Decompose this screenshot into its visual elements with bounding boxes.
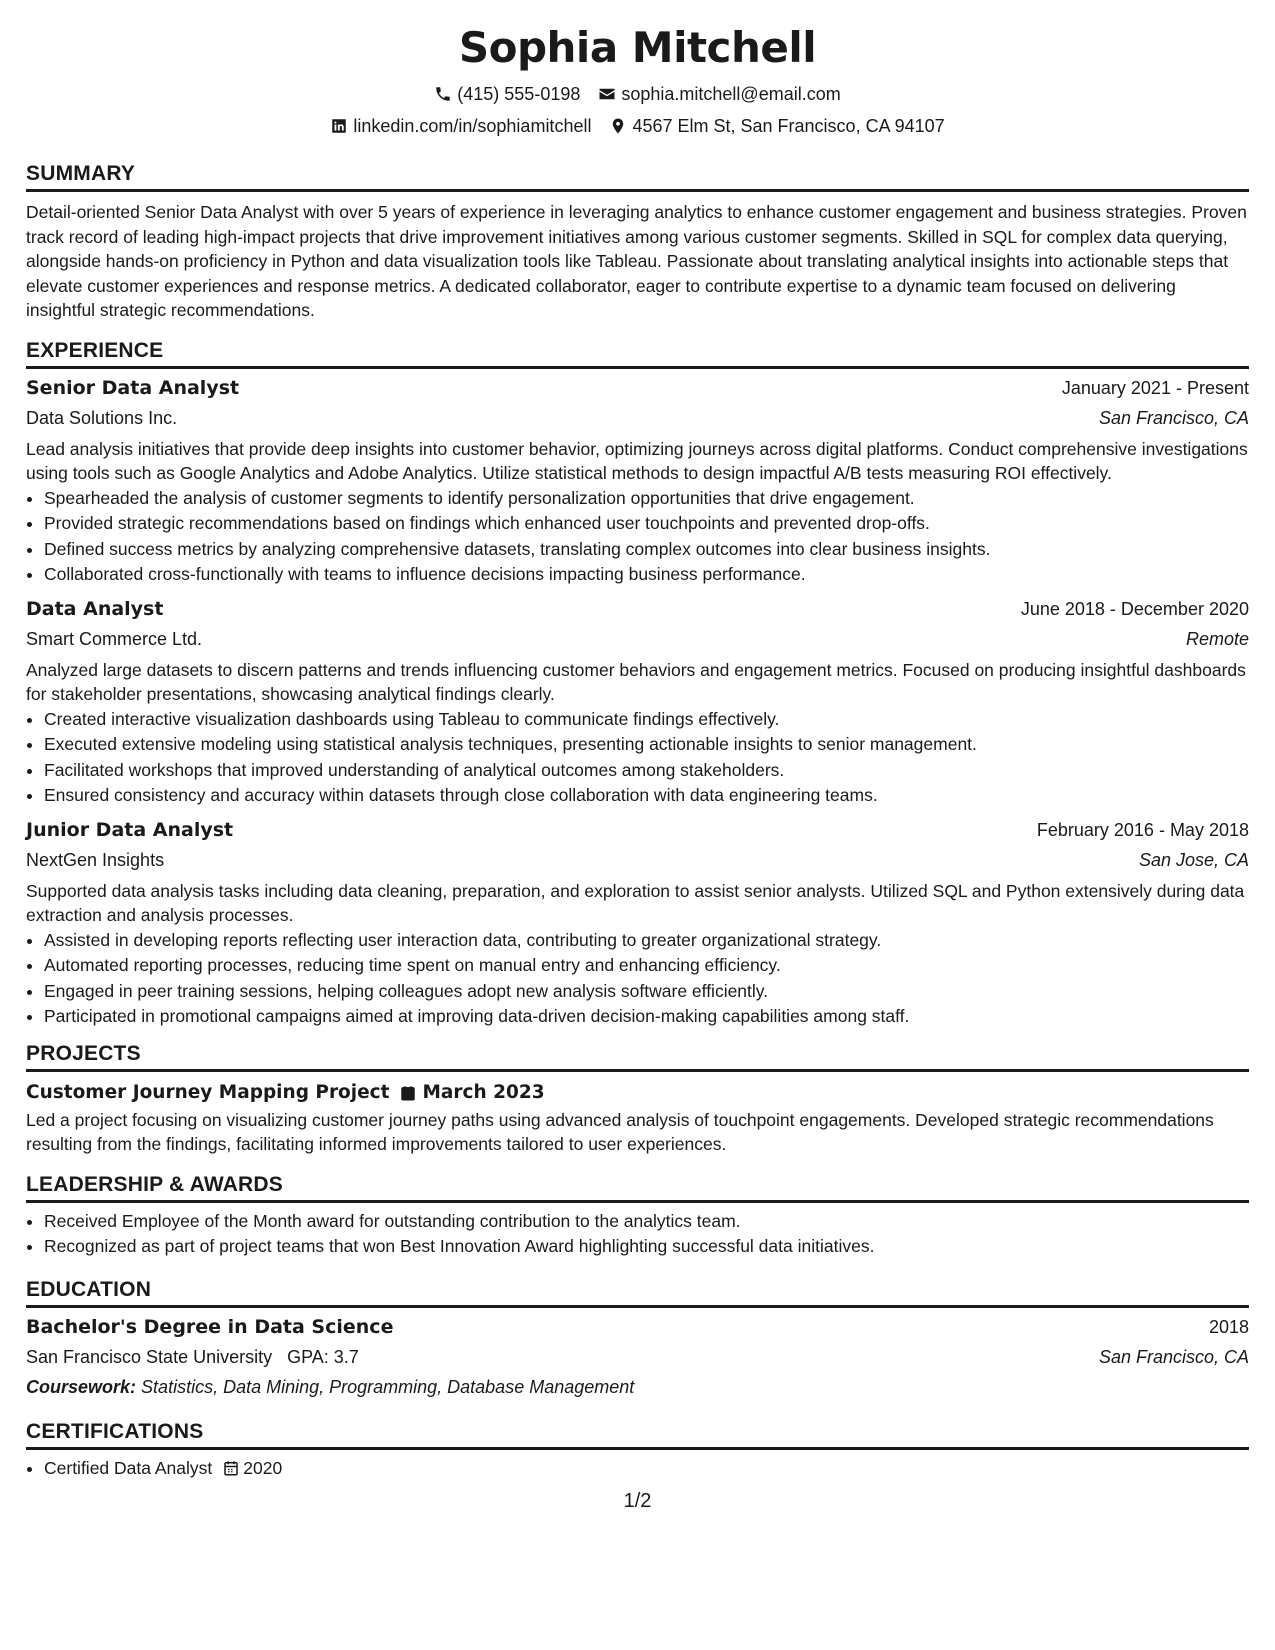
address-contact	[609, 114, 944, 138]
job-company: Data Solutions Inc.	[26, 407, 178, 428]
section-title-experience: EXPERIENCE	[26, 339, 1249, 369]
job-dates: February 2016 - May 2018	[1036, 819, 1249, 840]
calendar-icon	[222, 1459, 240, 1477]
list-item: • Provided strategic recommendations based on findings which enhanced user touchpoints and prevented drop-offs.	[44, 511, 1249, 537]
job-title: Senior Data Analyst	[26, 376, 240, 399]
education-gpa: GPA: 3.7	[287, 1346, 359, 1367]
job-bullets	[26, 928, 1249, 1030]
job-company-row	[26, 845, 1249, 875]
linkedin-text: linkedin.com/in/sophiamitchell	[353, 116, 592, 136]
list-item: • Ensured consistency and accuracy within datasets through close collaboration with data engineering teams.	[44, 783, 1249, 809]
job-company: Smart Commerce Ltd.	[26, 628, 203, 649]
job-bullets	[26, 486, 1249, 588]
summary-section	[26, 162, 1249, 323]
job-description: Analyzed large datasets to discern patterns and trends influencing customer behaviors and engagement metrics. Focused on producing insightful dashboards for stakeholder presentations, showcasing analytical findings clearly.	[26, 659, 1246, 704]
job-title-row	[26, 373, 1249, 403]
project-title-row	[26, 1078, 1249, 1108]
education-coursework	[26, 1372, 1249, 1402]
experience-section	[26, 339, 1249, 1030]
job-bullets	[26, 707, 1249, 809]
list-item: • Facilitated workshops that improved understanding of analytical outcomes among stakeholders.	[44, 758, 1249, 784]
list-item: • Assisted in developing reports reflecting user interaction data, contributing to greater organizational strategy.	[44, 928, 1249, 954]
address-text: 4567 Elm St, San Francisco, CA 94107	[632, 116, 945, 136]
job-title-row	[26, 594, 1249, 624]
linkedin-icon	[330, 117, 348, 135]
education-degree-row	[26, 1312, 1249, 1342]
job-entry	[26, 815, 1249, 1030]
list-item: • Collaborated cross-functionally with teams to influence decisions impacting business performance.	[44, 562, 1249, 588]
list-item: • Recognized as part of project teams that won Best Innovation Award highlighting successful data initiatives.	[44, 1234, 1249, 1260]
email-contact[interactable]	[598, 82, 840, 106]
contact-line-2	[26, 114, 1249, 138]
contact-line-1	[26, 82, 1249, 106]
certification-year: 2020	[243, 1457, 283, 1478]
linkedin-contact[interactable]	[330, 114, 591, 138]
job-company-row	[26, 624, 1249, 654]
education-section	[26, 1278, 1249, 1402]
job-description: Supported data analysis tasks including data cleaning, preparation, and exploration to assist senior analysts. Utilized SQL and Python extensively during data extraction and analysis processes.	[26, 880, 1245, 925]
resume-header	[26, 0, 1249, 138]
list-item: • Received Employee of the Month award for outstanding contribution to the analytics team.	[44, 1209, 1249, 1235]
project-title: Customer Journey Mapping Project	[26, 1081, 390, 1103]
envelope-icon	[598, 85, 616, 103]
coursework-list: Statistics, Data Mining, Programming, Database Management	[141, 1376, 635, 1397]
job-description: Lead analysis initiatives that provide deep insights into customer behavior, optimizing journeys across digital platforms. Conduct comprehensive investigations using tools such as Google Analytics and Adobe Analytics. Utilize statistical methods to design impactful A/B tests measuring ROI effectively.	[26, 438, 1248, 483]
calendar-icon	[399, 1084, 417, 1102]
job-title: Data Analyst	[26, 597, 164, 620]
project-description: Led a project focusing on visualizing customer journey paths using advanced analysis of touchpoint engagements. Developed strategic recommendations resulting from the findings, facilitating informed improvements tailored to user experiences.	[26, 1109, 1214, 1154]
map-pin-icon	[609, 117, 627, 135]
list-item: • Executed extensive modeling using statistical analysis techniques, presenting actionable insights to senior management.	[44, 732, 1249, 758]
phone-text: (415) 555-0198	[457, 84, 581, 104]
education-location: San Francisco, CA	[1098, 1346, 1249, 1367]
education-school-line	[26, 1342, 359, 1372]
certification-item	[44, 1456, 282, 1482]
list-item: • Engaged in peer training sessions, helping colleagues adopt new analysis software efficiently.	[44, 979, 1249, 1005]
education-year: 2018	[1208, 1316, 1249, 1337]
resume-page	[26, 0, 1249, 1481]
job-location: San Jose, CA	[1138, 849, 1249, 870]
section-title-leadership: LEADERSHIP & AWARDS	[26, 1173, 1249, 1203]
summary-text: Detail-oriented Senior Data Analyst with over 5 years of experience in leveraging analytics to enhance customer engagement and business strategies. Proven track record of leading high-impact projects that drive improvement initiatives among various customer segments. Skilled in SQL for complex data querying, alongside hands-on proficiency in Python and data visualization tools like Tableau. Passionate about translating analytical insights into actionable steps that elevate customer experiences and response metrics. A dedicated collaborator, eager to contribute expertise to a dynamic team focused on delivering insightful strategic recommendations.	[26, 202, 1247, 320]
job-entry	[26, 594, 1249, 809]
candidate-name: Sophia Mitchell	[458, 23, 817, 72]
list-item: • Automated reporting processes, reducing time spent on manual entry and enhancing efficiency.	[44, 953, 1249, 979]
project-date-text: March 2023	[422, 1081, 545, 1103]
projects-section	[26, 1042, 1249, 1157]
phone-contact[interactable]	[434, 82, 580, 106]
certification-name: • Certified Data Analyst	[44, 1457, 213, 1478]
list-item: • Participated in promotional campaigns aimed at improving data-driven decision-making capabilities among staff.	[44, 1004, 1249, 1030]
job-company-row	[26, 403, 1249, 433]
job-company: NextGen Insights	[26, 849, 165, 870]
certifications-section	[26, 1420, 1249, 1482]
list-item	[44, 1456, 1249, 1482]
job-location: San Francisco, CA	[1098, 407, 1249, 428]
education-school-row	[26, 1342, 1249, 1372]
list-item: • Spearheaded the analysis of customer segments to identify personalization opportunities that drive engagement.	[44, 486, 1249, 512]
education-school: San Francisco State University	[26, 1346, 273, 1367]
job-dates: June 2018 - December 2020	[1020, 598, 1249, 619]
job-location: Remote	[1185, 628, 1249, 649]
job-entry	[26, 373, 1249, 588]
email-text: sophia.mitchell@email.com	[621, 84, 841, 104]
list-item: • Created interactive visualization dashboards using Tableau to communicate findings effectively.	[44, 707, 1249, 733]
job-dates: January 2021 - Present	[1061, 377, 1249, 398]
phone-icon	[434, 85, 452, 103]
job-title-row	[26, 815, 1249, 845]
section-title-summary: SUMMARY	[26, 162, 1249, 192]
education-degree: Bachelor's Degree in Data Science	[26, 1315, 394, 1338]
certification-date	[222, 1456, 282, 1482]
section-title-education: EDUCATION	[26, 1278, 1249, 1308]
section-title-certifications: CERTIFICATIONS	[26, 1420, 1249, 1450]
job-title: Junior Data Analyst	[26, 818, 234, 841]
list-item: • Defined success metrics by analyzing comprehensive datasets, translating complex outcomes into clear business insights.	[44, 537, 1249, 563]
leadership-bullets	[26, 1209, 1249, 1260]
coursework-label: Coursework:	[26, 1376, 137, 1397]
leadership-section	[26, 1173, 1249, 1260]
project-date	[399, 1078, 544, 1108]
page-number: 1/2	[623, 1490, 652, 1512]
certification-list	[26, 1456, 1249, 1482]
section-title-projects: PROJECTS	[26, 1042, 1249, 1072]
